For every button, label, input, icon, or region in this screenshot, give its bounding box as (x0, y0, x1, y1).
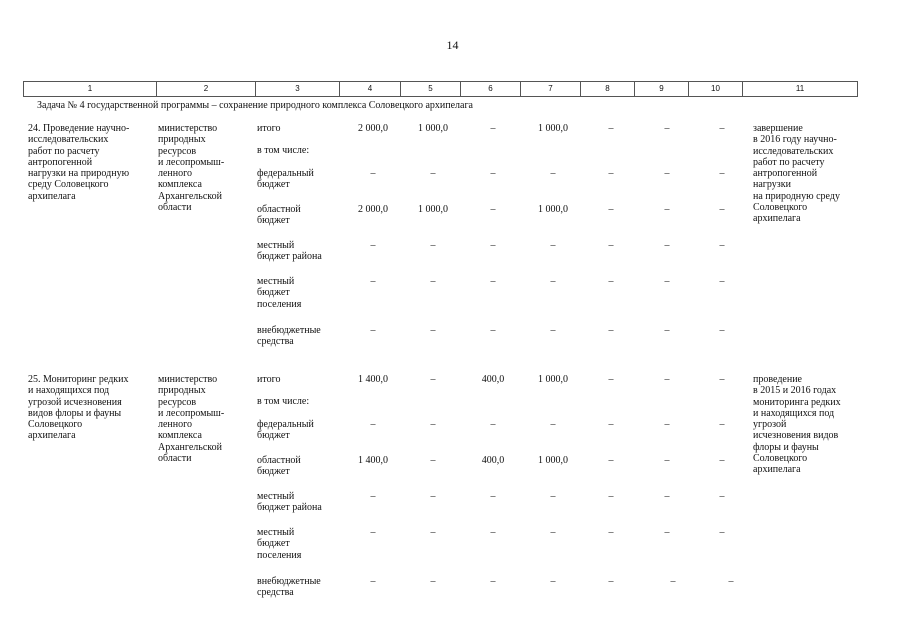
executor-line: министерство (158, 123, 218, 134)
funding-value: – (430, 374, 436, 385)
funding-source-line: в том числе: (257, 145, 310, 156)
funding-source-line: бюджет района (257, 251, 322, 263)
funding-source (257, 396, 309, 407)
funding-source (257, 325, 321, 348)
funding-value: – (370, 419, 376, 430)
column-number-cell: 7 (521, 82, 581, 97)
executor-line: природных (158, 385, 206, 397)
funding-value: – (370, 576, 376, 587)
funding-source-line: бюджет (257, 430, 290, 442)
expected-result-line: антропогенной (753, 168, 818, 180)
funding-source-line: федеральный (257, 168, 314, 179)
column-number-cell: 8 (581, 82, 635, 97)
funding-value: – (430, 455, 436, 466)
funding-value: – (719, 168, 725, 179)
funding-value: – (608, 123, 614, 134)
expected-result (753, 123, 840, 225)
funding-value: 1 000,0 (418, 204, 448, 215)
activity-name-line: угрозой исчезновения (28, 396, 122, 408)
funding-value: – (490, 204, 496, 215)
funding-value: – (728, 576, 734, 587)
funding-value: – (370, 168, 376, 179)
activity-name-line: архипелага (28, 430, 76, 442)
executor-line: области (158, 202, 192, 214)
expected-result-line: в 2015 и 2016 годах (753, 385, 837, 397)
column-number-cell: 9 (635, 82, 689, 97)
funding-value: 400,0 (481, 374, 505, 385)
expected-result-line: архипелага (753, 464, 801, 476)
funding-source-line: внебюджетные (257, 576, 321, 587)
funding-value: – (430, 276, 436, 287)
funding-value: – (664, 168, 670, 179)
funding-value: – (550, 419, 556, 430)
expected-result-line: проведение (753, 374, 802, 385)
funding-source-line: поселения (257, 298, 302, 310)
funding-value: – (550, 168, 556, 179)
funding-source-line: местный (257, 240, 295, 251)
executor-line: комплекса (158, 430, 202, 442)
funding-value: – (490, 576, 496, 587)
funding-value: – (664, 419, 670, 430)
activity-name (28, 123, 129, 202)
activity-name-line: Соловецкого (28, 419, 83, 431)
column-number-header (23, 81, 858, 97)
funding-value: – (490, 527, 496, 538)
expected-result-line: исследовательских (753, 145, 834, 157)
funding-value: – (430, 325, 436, 336)
expected-result-line: в 2016 году научно- (753, 134, 837, 146)
funding-source (257, 576, 321, 599)
funding-value: 2 000,0 (358, 204, 388, 215)
executor-line: области (158, 453, 192, 465)
funding-value: – (370, 527, 376, 538)
funding-source-line: областной (257, 204, 301, 215)
executor-line: и лесопромыш- (158, 407, 225, 419)
funding-value: – (490, 123, 496, 134)
funding-value: – (550, 527, 556, 538)
funding-value: – (550, 325, 556, 336)
expected-result-line: и находящихся под (753, 407, 835, 419)
expected-result-line: флоры и фауны (753, 441, 819, 453)
funding-source-line: итого (257, 374, 281, 385)
funding-source (257, 204, 301, 227)
funding-source-line: областной (257, 455, 301, 466)
funding-value: – (719, 276, 725, 287)
funding-value: – (490, 168, 496, 179)
funding-value: – (664, 276, 670, 287)
funding-value: – (370, 325, 376, 336)
funding-value: – (608, 576, 614, 587)
funding-value: – (490, 240, 496, 251)
activity-name-line: видов флоры и фауны (28, 407, 122, 419)
executor (158, 123, 224, 213)
funding-value: – (664, 240, 670, 251)
expected-result-line: нагрузки (753, 179, 791, 191)
funding-value: – (608, 374, 614, 385)
executor-line: Архангельской (158, 190, 222, 202)
funding-source-line: местный (257, 276, 295, 287)
expected-result-line: угрозой (753, 419, 787, 431)
activity-name-line: 24. Проведение научно- (28, 123, 130, 134)
funding-value: – (664, 374, 670, 385)
funding-value: – (664, 527, 670, 538)
column-number-cell: 3 (256, 82, 340, 97)
activity-name-line: работ по расчету (28, 145, 100, 157)
executor-line: ленного (158, 168, 192, 180)
funding-value: 1 000,0 (538, 204, 568, 215)
funding-source-line: поселения (257, 549, 302, 561)
funding-source (257, 123, 280, 134)
funding-value: – (719, 374, 725, 385)
column-number-cell: 5 (401, 82, 461, 97)
executor-line: природных (158, 134, 206, 146)
funding-value: – (550, 491, 556, 502)
expected-result-line: работ по расчету (753, 156, 825, 168)
executor (158, 374, 224, 464)
funding-value: – (550, 576, 556, 587)
executor-line: Архангельской (158, 441, 222, 453)
funding-value: – (490, 276, 496, 287)
funding-source (257, 276, 301, 310)
activity-name-line: 25. Мониторинг редких (28, 374, 129, 385)
expected-result-line: исчезновения видов (753, 430, 839, 442)
funding-source (257, 240, 322, 263)
activity-name-line: антропогенной (28, 156, 93, 168)
funding-source-line: внебюджетные (257, 325, 321, 336)
funding-value: – (664, 204, 670, 215)
expected-result-line: Соловецкого (753, 453, 808, 465)
funding-value: – (664, 491, 670, 502)
executor-line: и лесопромыш- (158, 156, 225, 168)
page-number: 14 (446, 38, 459, 52)
funding-value: – (430, 168, 436, 179)
column-number-cell: 1 (24, 82, 157, 97)
funding-source-line: бюджет района (257, 502, 322, 514)
executor-line: комплекса (158, 179, 202, 191)
column-number-cell: 10 (689, 82, 743, 97)
funding-value: – (670, 576, 676, 587)
funding-value: – (608, 204, 614, 215)
executor-line: ресурсов (158, 396, 197, 408)
funding-value: 1 000,0 (418, 123, 448, 134)
funding-value: – (490, 419, 496, 430)
funding-value: – (550, 276, 556, 287)
funding-source-line: бюджет (257, 466, 290, 478)
activity-name-line: среду Соловецкого (28, 179, 109, 191)
funding-source-line: бюджет (257, 215, 290, 227)
funding-value: 400,0 (481, 455, 505, 466)
task-title: Задача № 4 государственной программы – сохранение природного комплекса Соловецкого архипелага (37, 100, 473, 111)
funding-source (257, 374, 280, 385)
funding-value: – (550, 240, 556, 251)
funding-value: – (430, 419, 436, 430)
funding-value: – (430, 240, 436, 251)
funding-source (257, 491, 322, 514)
funding-source (257, 168, 314, 191)
column-number-cell: 2 (157, 82, 256, 97)
executor-line: ресурсов (158, 145, 197, 157)
funding-value: – (430, 527, 436, 538)
funding-value: – (719, 204, 725, 215)
activity-name-line: исследовательских (28, 134, 109, 146)
funding-value: – (719, 240, 725, 251)
funding-value: – (430, 576, 436, 587)
funding-value: – (719, 527, 725, 538)
funding-value: – (608, 527, 614, 538)
expected-result-line: завершение (753, 123, 803, 134)
funding-source-line: бюджет (257, 538, 290, 550)
funding-value: – (719, 325, 725, 336)
funding-source-line: бюджет (257, 179, 290, 191)
funding-value: 1 000,0 (538, 374, 568, 385)
funding-value: – (370, 491, 376, 502)
funding-value: – (719, 491, 725, 502)
expected-result-line: архипелага (753, 213, 801, 225)
funding-value: – (430, 491, 436, 502)
activity-name-line: архипелага (28, 190, 76, 202)
funding-source (257, 145, 309, 156)
funding-value: – (490, 325, 496, 336)
funding-value: 1 400,0 (358, 374, 388, 385)
funding-source-line: местный (257, 491, 295, 502)
funding-value: 1 000,0 (538, 455, 568, 466)
funding-value: – (370, 276, 376, 287)
funding-value: – (664, 455, 670, 466)
executor-line: министерство (158, 374, 218, 385)
funding-source-line: средства (257, 336, 294, 348)
expected-result-line: Соловецкого (753, 202, 808, 214)
funding-value: – (490, 491, 496, 502)
funding-source (257, 527, 301, 561)
funding-value: – (608, 419, 614, 430)
funding-value: – (608, 276, 614, 287)
funding-value: 1 000,0 (538, 123, 568, 134)
funding-source-line: федеральный (257, 419, 314, 430)
funding-value: – (664, 123, 670, 134)
funding-value: – (664, 325, 670, 336)
funding-value: – (719, 455, 725, 466)
funding-source-line: в том числе: (257, 396, 310, 407)
executor-line: ленного (158, 419, 192, 431)
funding-value: – (370, 240, 376, 251)
activity-name (28, 374, 129, 442)
funding-value: 1 400,0 (358, 455, 388, 466)
funding-source (257, 419, 314, 442)
funding-value: – (719, 419, 725, 430)
column-number-cell: 4 (340, 82, 401, 97)
column-number-cell: 11 (743, 82, 858, 97)
funding-source-line: итого (257, 123, 281, 134)
expected-result-line: мониторинга редких (753, 396, 841, 408)
expected-result-line: на природную среду (753, 190, 840, 202)
funding-value: – (608, 240, 614, 251)
funding-source-line: средства (257, 587, 294, 599)
funding-value: – (608, 325, 614, 336)
funding-source-line: местный (257, 527, 295, 538)
funding-source (257, 455, 301, 478)
activity-name-line: и находящихся под (28, 385, 110, 397)
funding-source-line: бюджет (257, 287, 290, 299)
funding-value: – (608, 491, 614, 502)
column-number-cell: 6 (461, 82, 521, 97)
funding-value: 2 000,0 (358, 123, 388, 134)
expected-result (753, 374, 841, 476)
activity-name-line: нагрузки на природную (28, 168, 130, 180)
funding-value: – (608, 168, 614, 179)
funding-value: – (608, 455, 614, 466)
funding-value: – (719, 123, 725, 134)
